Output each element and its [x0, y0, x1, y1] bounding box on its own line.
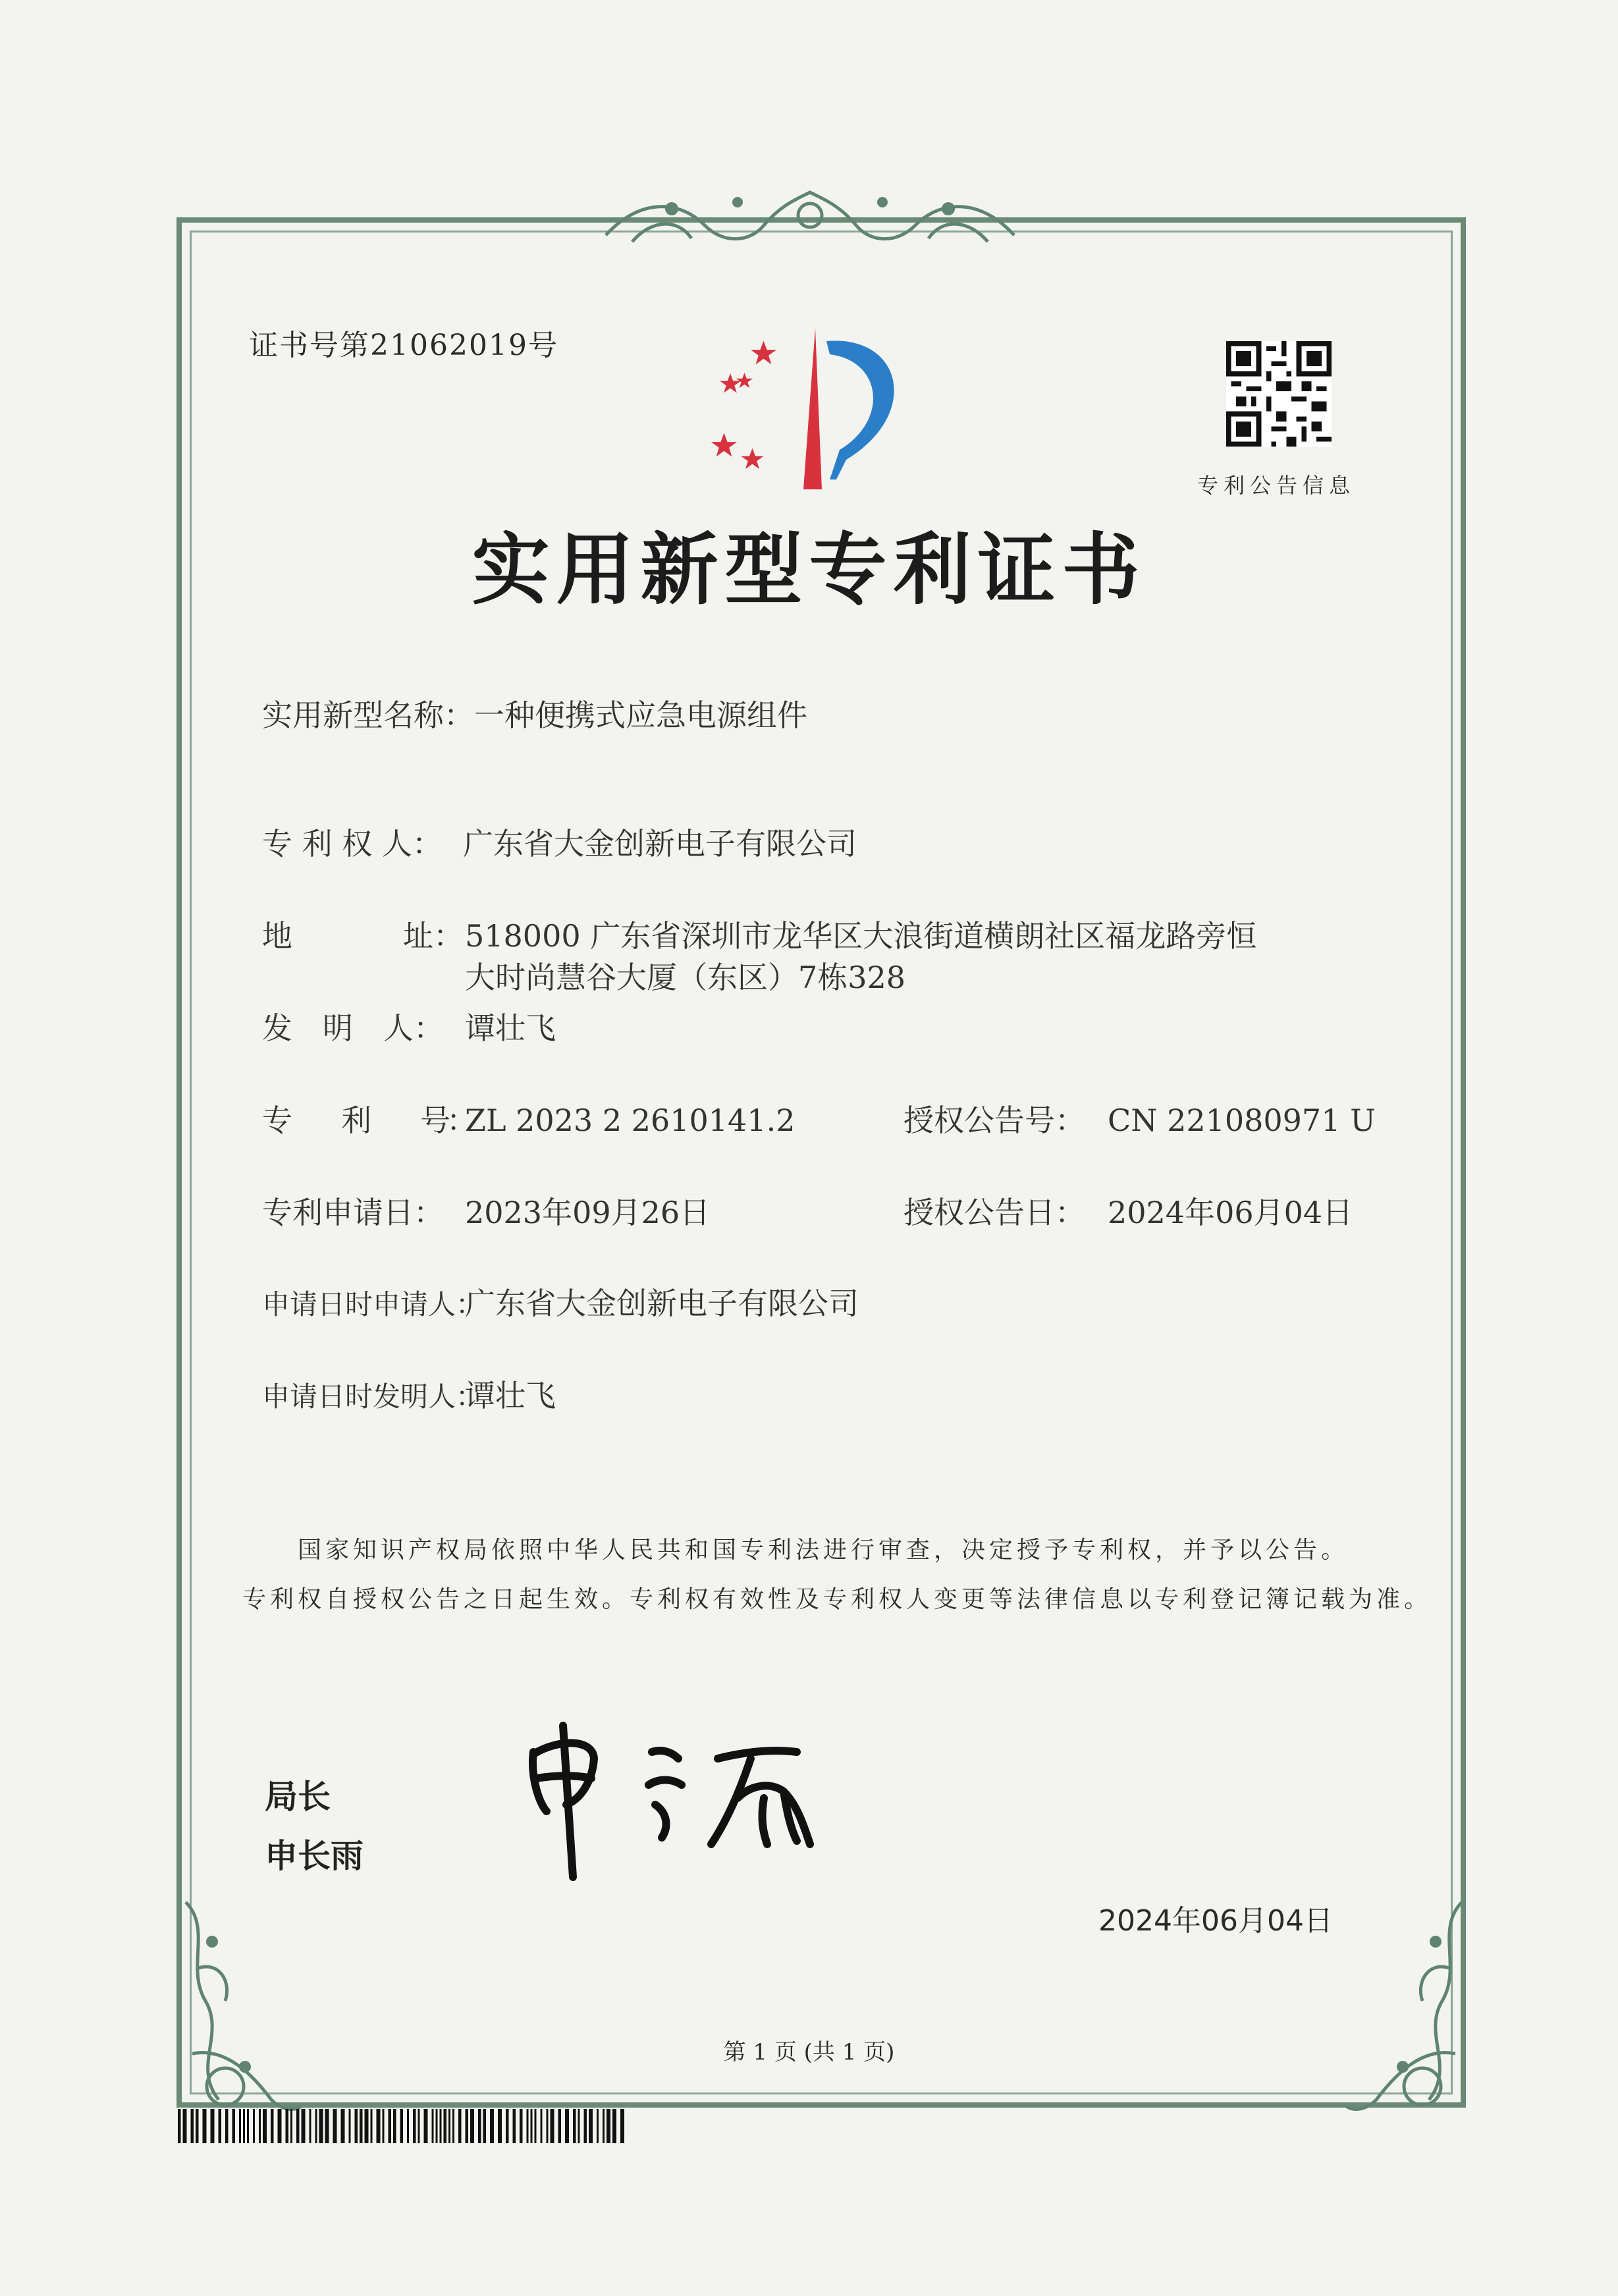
notice-line-2: 专利权自授权公告之日起生效。专利权有效性及专利权人变更等法律信息以专利登记簿记载为准。	[242, 1586, 1432, 1613]
inventor-label: 发 明 人：	[262, 1010, 444, 1046]
certificate-title: 实用新型专利证书	[472, 524, 1146, 615]
patentee-value: 广东省大金创新电子有限公司	[463, 826, 857, 861]
grant-pub-date-label: 授权公告日：	[903, 1195, 1085, 1230]
utility-name-value: 一种便携式应急电源组件	[474, 697, 807, 733]
address-value-line1: 518000 广东省深圳市龙华区大浪街道横朗社区福龙路旁恒	[465, 918, 1257, 954]
inventor-value: 谭壮飞	[465, 1010, 556, 1046]
grant-pub-no-label: 授权公告号：	[903, 1103, 1085, 1138]
field-applicant-at-filing	[262, 1280, 859, 1323]
patent-no-value: ZL 2023 2 2610141.2	[465, 1103, 796, 1138]
applicant-at-filing-value: 广东省大金创新电子有限公司	[465, 1286, 859, 1321]
patentee-label: 专 利 权 人：	[262, 826, 443, 861]
director-signature	[520, 1712, 849, 1884]
director-name: 申长雨	[265, 1837, 364, 1875]
applicant-at-filing-label: 申请日时申请人：	[262, 1288, 484, 1321]
utility-name-label: 实用新型名称：	[262, 697, 474, 733]
barcode	[178, 2109, 632, 2143]
bottom-left-ornament	[173, 1889, 304, 2126]
signature-date: 2024年06月04日	[1098, 1904, 1333, 1938]
address-value-line2: 大时尚慧谷大厦（东区）7栋328	[465, 960, 906, 995]
patent-no-label: 专 利 号：	[262, 1103, 473, 1138]
field-grant-pub-no	[903, 1097, 1376, 1140]
bottom-right-ornament	[1343, 1889, 1475, 2126]
director-title: 局长	[265, 1778, 331, 1816]
top-ornament	[593, 179, 1027, 258]
notice-line-1: 国家知识产权局依照中华人民共和国专利法进行审查，决定授予专利权，并予以公告。	[298, 1537, 1349, 1564]
grant-pub-no-value: CN 221080971 U	[1108, 1103, 1376, 1138]
field-filing-date	[262, 1189, 710, 1232]
grant-pub-date-value: 2024年06月04日	[1108, 1195, 1353, 1230]
filing-date-value: 2023年09月26日	[465, 1195, 711, 1230]
field-inventor-at-filing	[262, 1372, 556, 1415]
cnipa-logo	[705, 315, 942, 499]
filing-date-label: 专利申请日：	[262, 1195, 444, 1230]
field-patentee	[262, 820, 857, 863]
qr-caption: 专利公告信息	[1197, 473, 1356, 498]
inventor-at-filing-value: 谭壮飞	[465, 1378, 556, 1413]
field-inventor	[262, 1004, 556, 1048]
field-address-label-2: 址：	[403, 918, 464, 954]
inventor-at-filing-label: 申请日时发明人：	[262, 1380, 484, 1413]
field-address-label-1: 地	[262, 918, 292, 954]
field-grant-pub-date	[903, 1189, 1353, 1232]
qr-code	[1224, 341, 1334, 447]
page-number: 第 1 页 (共 1 页)	[723, 2039, 895, 2065]
field-patent-no	[262, 1097, 795, 1140]
field-utility-name	[262, 692, 807, 735]
certificate-number: 证书号第21062019号	[249, 329, 558, 362]
